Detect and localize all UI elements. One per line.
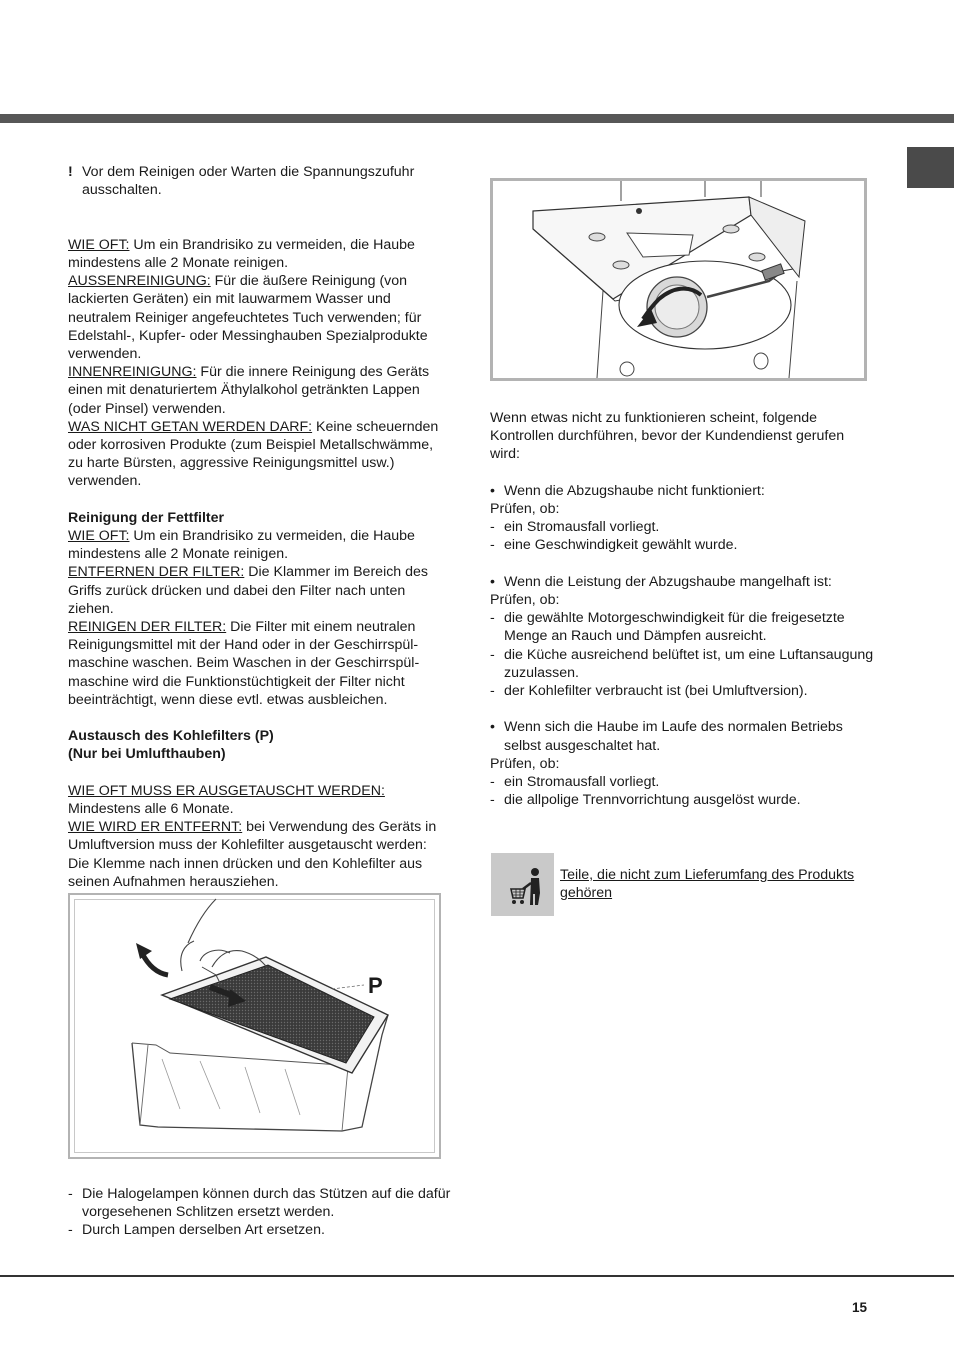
carbon-filter-illustration [70, 895, 439, 1157]
check-label: Prüfen, ob: [490, 501, 560, 517]
filter-label: P [368, 973, 383, 998]
header-bar [0, 114, 954, 123]
carbon-when-text: Mindestens alle 6 Monate. [68, 801, 234, 818]
list-item: - Die Halogelampen können durch das Stützen auf die dafür vorgesehenen Schlitzen ersetzt werden. [68, 1186, 451, 1221]
list-item: - die gewählte Motorgeschwindigkeit für die freigesetzte Menge an Rauch und Dämpfen ausreicht. [490, 610, 845, 645]
list-item: - die Küche ausreichend belüftet ist, um eine Luftansaugung zuzulassen. [490, 646, 874, 681]
cleaning-how-often: WIE OFT: Um ein Brandrisiko zu vermeiden, die Haube mindestens alle 2 Monate reinigen. [68, 236, 415, 271]
hood-lamp-figure [490, 178, 867, 381]
grease-filter-heading: Reinigung der Fettfilter [68, 509, 225, 526]
inner-cleaning: INNENREINIGUNG: Für die innere Reinigung des Geräts einen mit denaturiertem Äthylalkohol getränkten Lappen (oder Pinsel) verwenden. [68, 364, 430, 417]
troubleshooting-intro: Wenn etwas nicht zu funktionieren scheint, folgende Kontrollen durchführen, bevor der Kundendienst gerufen wird: [490, 410, 845, 463]
grease-remove: ENTFERNEN DER FILTER: Die Klammer im Bereich des Griffs zurück drücken und dabei den Filter nach unten ziehen. [68, 564, 429, 617]
lamp-list [68, 1185, 453, 1240]
page-number: 15 [852, 1300, 868, 1315]
check-label: Prüfen, ob: [490, 592, 560, 608]
carbon-filter-heading: Austausch des Kohlefilters (P) (Nur bei Umlufthauben) [68, 728, 274, 763]
list-item: - Durch Lampen derselben Art ersetzen. [68, 1222, 325, 1239]
outer-cleaning: AUSSENREINIGUNG: Für die äußere Reinigung (von lackierten Geräten) ein mit lauwarmem Wasser und neutralem Reiniger angefeuchtetes Tuch verwenden; für Edelstahl-, Kupfer- oder Messinghauben Spezialprodukte verwenden. [68, 273, 428, 363]
check-label: Prüfen, ob: [490, 755, 560, 772]
case-title: • Wenn sich die Haube im Laufe des normalen Betriebs selbst ausgeschaltet hat. [490, 719, 843, 754]
grease-clean: REINIGEN DER FILTER: Die Filter mit einem neutralen Reinigungsmittel mit der Hand oder in der Geschirrspülmaschine waschen. Beim Waschen in der Geschirrspülmaschine wird die Funktionstüchtigkeit der Filter nicht beeinträchtigt, wenn diese evtl. etwas ausbleichen. [68, 619, 420, 708]
hood-lamp-illustration [493, 181, 864, 378]
warning-icon: ! [68, 164, 73, 180]
carbon-when-label: WIE OFT MUSS ER AUSGETAUSCHT WERDEN: [68, 782, 385, 799]
list-item: - ein Stromausfall vorliegt. [490, 774, 660, 791]
accessories-link[interactable]: Teile, die nicht zum Lieferumfang des Produkts gehören [560, 867, 855, 902]
shopping-cart-person-icon [491, 853, 554, 916]
list-item: - eine Geschwindigkeit gewählt wurde. [490, 537, 738, 554]
left-column [68, 163, 448, 891]
list-item: - ein Stromausfall vorliegt. [490, 519, 660, 536]
language-tab [907, 147, 954, 188]
case-title: • Wenn die Abzugshaube nicht funktioniert: [490, 482, 765, 499]
case-title: • Wenn die Leistung der Abzugshaube mangelhaft ist: [490, 573, 832, 590]
list-item: - die allpolige Trennvorrichtung ausgelöst wurde. [490, 792, 801, 809]
footer-rule [0, 1275, 954, 1277]
warning-note: ! Vor dem Reinigen oder Warten die Spannungszufuhr ausschalten. [68, 164, 415, 199]
list-item: - der Kohlefilter verbraucht ist (bei Umluftversion). [490, 683, 808, 700]
grease-how-often: WIE OFT: Um ein Brandrisiko zu vermeiden, die Haube mindestens alle 2 Monate reinigen. [68, 528, 415, 563]
carbon-how: WIE WIRD ER ENTFERNT: bei Verwendung des Geräts in Umluftversion muss der Kohlefilter ausgetauscht werden: Die Klemme nach innen drücken und den Kohlefilter aus seinen Aufnahmen herausziehen. [68, 819, 437, 890]
carbon-filter-figure [68, 893, 441, 1159]
right-column [490, 409, 875, 809]
dont-do: WAS NICHT GETAN WERDEN DARF: Keine scheuernden oder korrosiven Produkte (zum Beispiel Metallschwämme, zu harte Bürsten, aggressive Reinigungsmittel usw.) verwenden. [68, 418, 439, 490]
